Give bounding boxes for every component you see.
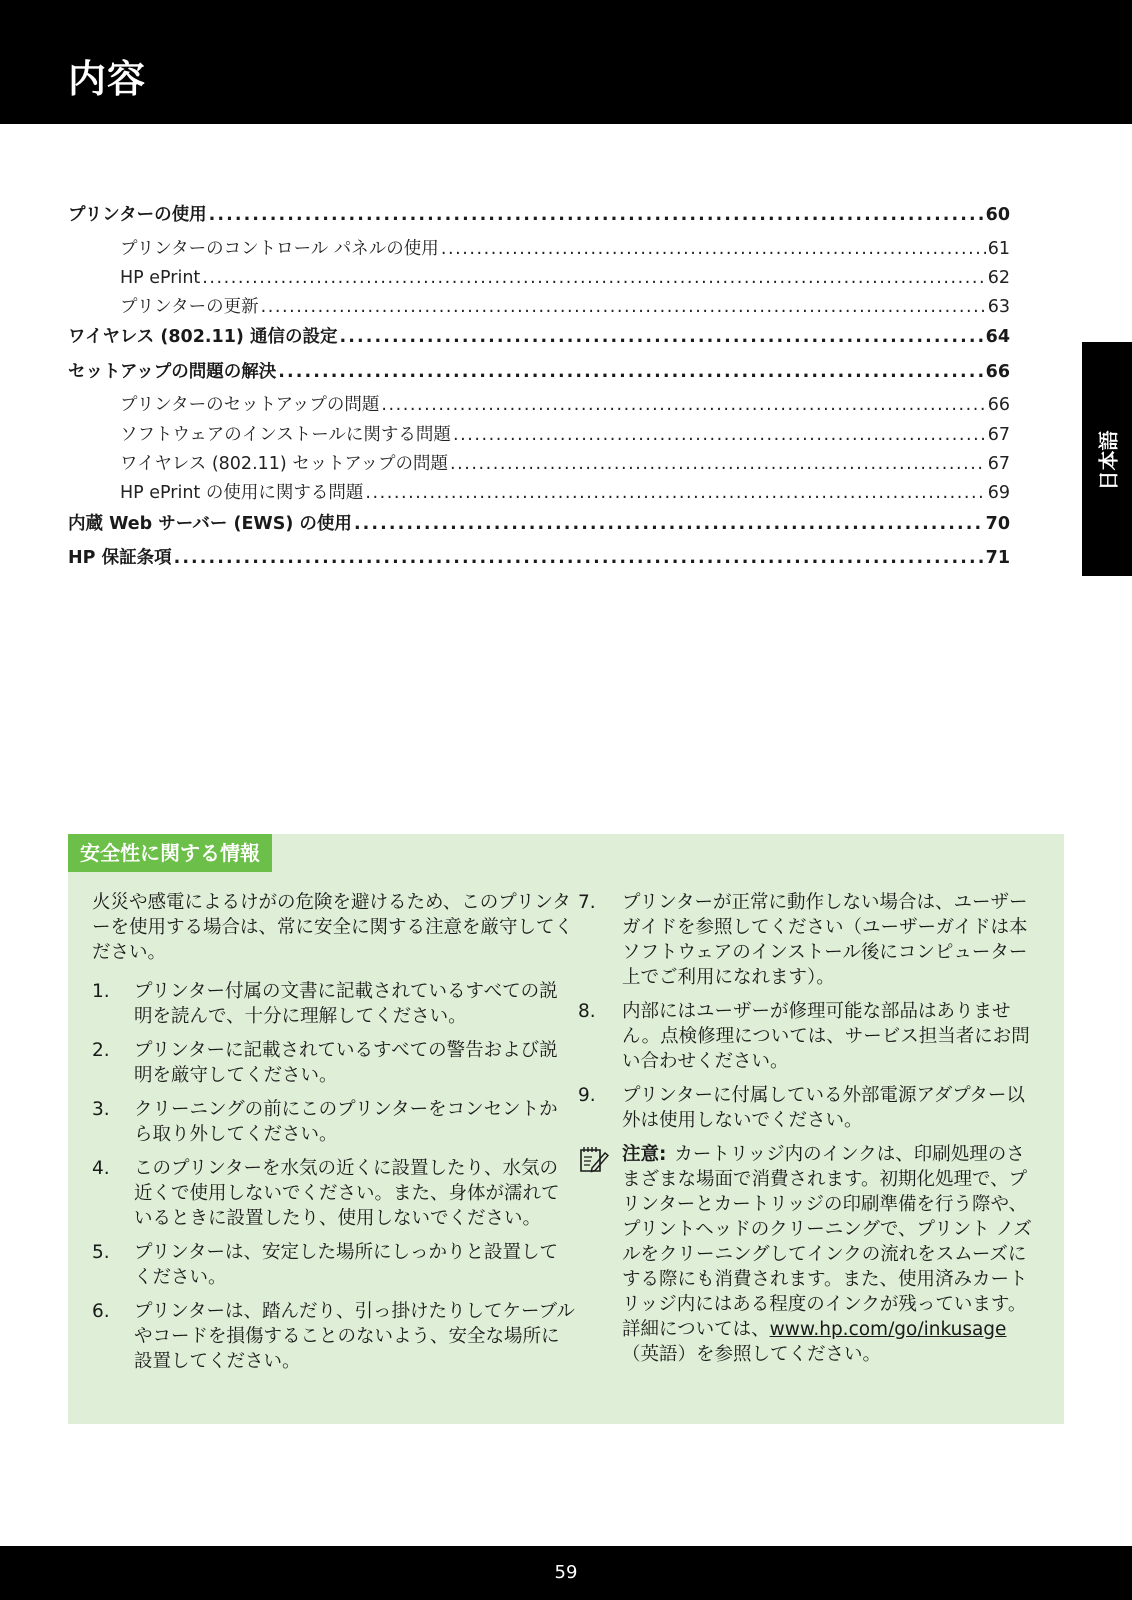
safety-list-item: [92, 1240, 576, 1290]
language-side-tab: [1082, 342, 1132, 576]
header-bar: [0, 0, 1132, 124]
toc-entry[interactable]: [68, 450, 1010, 479]
toc-entry-title: ソフトウェアのインストールに関する問題: [120, 424, 451, 445]
safety-intro: 火災や感電によるけがの危険を避けるため、このプリンターを使用する場合は、常に安全に関する注意を厳守してください。: [92, 892, 574, 963]
safety-list-item: [92, 1156, 576, 1231]
toc-entry-page: 69: [987, 483, 1010, 504]
note-label: 注意:: [622, 1144, 667, 1165]
item-number: 7.: [578, 892, 596, 913]
safety-left-column: [92, 890, 576, 1383]
toc-leader: [278, 357, 983, 387]
item-text: プリンターに記載されているすべての警告および説明を厳守してください。: [134, 1040, 558, 1086]
item-number: 1.: [92, 981, 110, 1002]
toc-entry-title: プリンターの更新: [120, 297, 259, 318]
safety-list-item: [92, 1097, 576, 1147]
toc-entry-page: 67: [987, 424, 1010, 445]
item-number: 4.: [92, 1158, 110, 1179]
safety-list-item: [92, 1299, 576, 1374]
item-text: クリーニングの前にこのプリンターをコンセントから取り外してください。: [134, 1099, 558, 1145]
toc-entry[interactable]: [68, 293, 1010, 322]
footer-bar: [0, 1546, 1132, 1600]
toc-leader: [174, 543, 984, 573]
inkusage-link[interactable]: www.hp.com/go/inkusage: [769, 1319, 1007, 1340]
toc-entry[interactable]: [68, 357, 1010, 392]
item-number: 9.: [578, 1085, 596, 1106]
note-text-end: （英語）を参照してください。: [622, 1344, 882, 1365]
safety-list-item: [92, 1038, 576, 1088]
toc-entry-page: 62: [987, 267, 1010, 288]
toc-leader: [202, 264, 985, 293]
safety-list-item: [578, 1083, 1040, 1133]
toc-entry-page: 71: [985, 548, 1010, 569]
safety-info-box: [68, 834, 1064, 1424]
toc-entry[interactable]: [68, 235, 1010, 264]
toc-entry[interactable]: [68, 391, 1010, 420]
page-number: 59: [554, 1562, 578, 1583]
item-text: プリンターが正常に動作しない場合は、ユーザー ガイドを参照してください（ユーザーガイドは本ソフトウェアのインストール後にコンピューター上でご利用になれます）。: [622, 892, 1047, 988]
toc-entry[interactable]: [68, 421, 1010, 450]
toc-entry-title: プリンターの使用: [68, 205, 207, 225]
toc-leader: [453, 421, 986, 450]
item-text: プリンターは、踏んだり、引っ掛けたりしてケーブルやコードを損傷することのないよう、安全な場所に設置してください。: [134, 1301, 575, 1372]
toc-entry[interactable]: [68, 509, 1010, 544]
toc-entry[interactable]: [68, 264, 1010, 293]
page-title: 内容: [68, 57, 147, 101]
toc-leader: [441, 235, 986, 264]
toc-entry-title: セットアップの問題の解決: [68, 361, 277, 382]
toc-entry-page: 66: [985, 361, 1010, 382]
safety-list-item: [578, 890, 1047, 990]
safety-list-item: [578, 999, 1040, 1074]
toc-leader: [354, 509, 984, 539]
toc-entry[interactable]: [68, 322, 1010, 357]
toc-entry[interactable]: [68, 543, 1010, 578]
toc-entry-page: 70: [985, 513, 1010, 534]
item-text: プリンターに付属している外部電源アダプター以外は使用しないでください。: [622, 1085, 1025, 1131]
toc-entry-page: 64: [985, 327, 1010, 348]
toc-entry-page: 60: [985, 205, 1010, 225]
toc-entry-title: HP 保証条項: [68, 548, 172, 569]
toc-leader: [365, 479, 985, 508]
note-icon: [578, 1142, 622, 1367]
toc-entry[interactable]: [68, 479, 1010, 508]
toc-entry-title: HP ePrint: [120, 267, 201, 288]
language-tab-label: 日本語: [1096, 430, 1121, 490]
toc-entry-page: 67: [987, 453, 1010, 474]
note-block: [578, 1142, 1040, 1367]
item-text: 内部にはユーザーが修理可能な部品はありません。点検修理については、サービス担当者にお問い合わせください。: [622, 1001, 1030, 1072]
toc-entry-title: 内蔵 Web サーバー (EWS) の使用: [68, 513, 352, 534]
item-text: プリンターは、安定した場所にしっかりと設置してください。: [134, 1242, 559, 1288]
toc-entry-page: 61: [987, 238, 1010, 259]
toc-entry-title: プリンターのセットアップの問題: [120, 395, 380, 416]
toc-entry-title: プリンターのコントロール パネルの使用: [120, 238, 439, 259]
toc-leader: [340, 322, 984, 352]
item-number: 5.: [92, 1242, 110, 1263]
toc-leader: [381, 391, 985, 420]
toc-entry-title: ワイヤレス (802.11) セットアップの問題: [120, 453, 449, 474]
toc-entry-title: HP ePrint の使用に関する問題: [120, 483, 364, 504]
item-text: プリンター付属の文書に記載されているすべての説明を読んで、十分に理解してください。: [134, 981, 558, 1027]
toc-entry[interactable]: [68, 200, 1010, 235]
toc-entry-title: ワイヤレス (802.11) 通信の設定: [68, 327, 338, 348]
item-number: 8.: [578, 1001, 596, 1022]
safety-right-column: [578, 890, 1047, 1367]
note-text: カートリッジ内のインクは、印刷処理のさまざまな場面で消費されます。初期化処理で、プリンターとカートリッジの印刷準備を行う際や、プリントヘッドのクリーニングで、プリント ノズルをクリーニングしてインクの流れをスムーズにする際にも消費されます。また、使用済みカートリッジ内にはある程度のインクが残っています。詳細については、: [622, 1144, 1032, 1340]
toc-leader: [450, 450, 986, 479]
toc-entry-page: 63: [987, 297, 1010, 318]
item-number: 3.: [92, 1099, 110, 1120]
table-of-contents: [68, 200, 1010, 578]
safety-info-title: 安全性に関する情報: [68, 834, 272, 872]
toc-leader: [261, 293, 986, 322]
toc-leader: [209, 200, 984, 230]
safety-list-item: [92, 979, 576, 1029]
item-number: 2.: [92, 1040, 110, 1061]
item-text: このプリンターを水気の近くに設置したり、水気の近くで使用しないでください。また、身体が濡れているときに設置したり、使用しないでください。: [134, 1158, 560, 1229]
item-number: 6.: [92, 1301, 110, 1322]
toc-entry-page: 66: [987, 395, 1010, 416]
